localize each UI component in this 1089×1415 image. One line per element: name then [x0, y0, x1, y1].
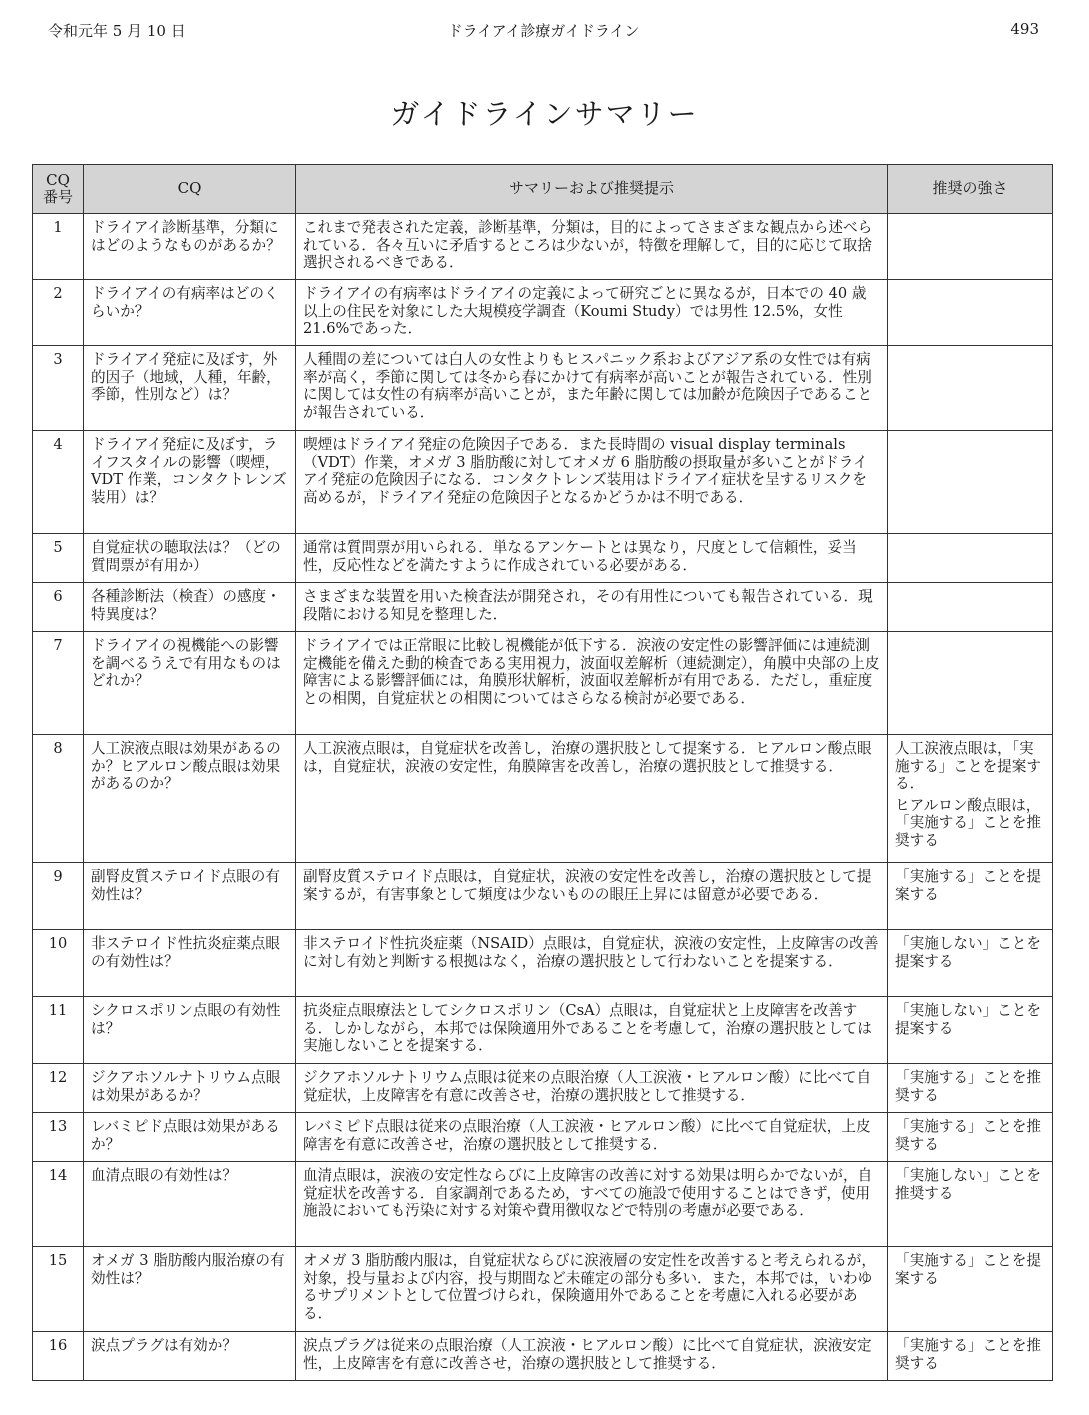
cq-question-cell: ジクアホソルナトリウム点眼は効果があるか？ [84, 1064, 296, 1113]
strength-cell [888, 632, 1053, 735]
cq-number-cell: 15 [33, 1247, 84, 1332]
summary-cell: 人種間の差については白人の女性よりもヒスパニック系およびアジア系の女性では有病率が高く，季節に関しては冬から春にかけて有病率が高いことが報告されている．性別に関しては女性の有病率が高いことが，また年齢に関しては加齢が危険因子であることが報告されている． [296, 346, 888, 431]
cq-question-cell: 自覚症状の聴取法は？（どの質問票が有用か） [84, 534, 296, 583]
cq-number-cell: 4 [33, 431, 84, 534]
strength-cell [888, 346, 1053, 431]
strength-cell [888, 1332, 1053, 1381]
strength-cell [888, 280, 1053, 346]
table-row [33, 280, 1053, 346]
cq-question-cell: 非ステロイド性抗炎症薬点眼の有効性は？ [84, 930, 296, 997]
summary-cell: ドライアイでは正常眼に比較し視機能が低下する．涙液の安定性の影響評価には連続測定機能を備えた動的検査である実用視力，波面収差解析（連続測定），角膜中央部の上皮障害による影響評価には，角膜形状解析，波面収差解析が有用である．ただし，重症度との相関，自覚症状との相関についてはさらなる検討が必要である． [296, 632, 888, 735]
cq-number-cell: 2 [33, 280, 84, 346]
header-date: 令和元年 5 月 10 日 [48, 22, 186, 40]
summary-cell: ドライアイの有病率はドライアイの定義によって研究ごとに異なるが，日本での 40 歳以上の住民を対象にした大規模疫学調査（Koumi Study）では男性 12.5%，女性 21.6%であった． [296, 280, 888, 346]
cq-question-cell: 涙点プラグは有効か？ [84, 1332, 296, 1381]
summary-cell: 通常は質問票が用いられる．単なるアンケートとは異なり，尺度として信頼性，妥当性，反応性などを満たすように作成されている必要がある． [296, 534, 888, 583]
table-row [33, 735, 1053, 863]
header-page-number: 493 [1010, 20, 1039, 38]
summary-cell: 喫煙はドライアイ発症の危険因子である．また長時間の visual display terminals（VDT）作業，オメガ 3 脂肪酸に対してオメガ 6 脂肪酸の摂取量が多いことがドライアイ発症の危険因子になる．コンタクトレンズ装用はドライアイ症状を呈するリスクを高めるが，ドライアイ発症の危険因子となるかどうかは不明である． [296, 431, 888, 534]
strength-cell [888, 214, 1053, 280]
strength-text: 「実施しない」ことを提案する [895, 1002, 1041, 1037]
cq-question-cell: 各種診断法（検査）の感度・特異度は？ [84, 583, 296, 632]
column-header-cq-number: CQ 番号 [33, 165, 84, 214]
table-body [33, 214, 1053, 1381]
cq-number-cell: 5 [33, 534, 84, 583]
strength-text: 「実施する」ことを推奨する [895, 1118, 1041, 1153]
table-row [33, 346, 1053, 431]
table-row [33, 930, 1053, 997]
cq-question-cell: レバミピド点眼は効果があるか？ [84, 1113, 296, 1162]
summary-cell: これまで発表された定義，診断基準，分類は，目的によってさまざまな観点から述べられている．各々互いに矛盾するところは少ないが，特徴を理解して，目的に応じて取捨選択されるべきである． [296, 214, 888, 280]
strength-cell [888, 534, 1053, 583]
strength-text: ヒアルロン酸点眼は，「実施する」ことを推奨する [895, 796, 1041, 849]
header-journal-title: ドライアイ診療ガイドライン [447, 22, 640, 40]
summary-cell: レバミピド点眼は従来の点眼治療（人工涙液・ヒアルロン酸）に比べて自覚症状，上皮障害を有意に改善させ，治療の選択肢として推奨する． [296, 1113, 888, 1162]
strength-cell [888, 997, 1053, 1064]
cq-number-cell: 7 [33, 632, 84, 735]
cq-number-cell: 13 [33, 1113, 84, 1162]
cq-number-cell: 3 [33, 346, 84, 431]
cq-question-cell: 副腎皮質ステロイド点眼の有効性は？ [84, 863, 296, 930]
summary-cell: 副腎皮質ステロイド点眼は，自覚症状，涙液の安定性を改善し，治療の選択肢として提案するが，有害事象として頻度は少ないものの眼圧上昇には留意が必要である． [296, 863, 888, 930]
strength-cell [888, 583, 1053, 632]
cq-question-cell: ドライアイ発症に及ぼす，ライフスタイルの影響（喫煙，VDT 作業，コンタクトレンズ装用）は？ [84, 431, 296, 534]
column-header-summary: サマリーおよび推奨提示 [296, 165, 888, 214]
table-row [33, 214, 1053, 280]
cq-question-cell: 血清点眼の有効性は？ [84, 1162, 296, 1247]
cq-question-cell: 人工涙液点眼は効果があるのか？ヒアルロン酸点眼は効果があるのか？ [84, 735, 296, 863]
column-header-strength: 推奨の強さ [888, 165, 1053, 214]
summary-cell: 涙点プラグは従来の点眼治療（人工涙液・ヒアルロン酸）に比べて自覚症状，涙液安定性，上皮障害を有意に改善させ，治療の選択肢として推奨する． [296, 1332, 888, 1381]
cq-number-cell: 6 [33, 583, 84, 632]
cq-number-cell: 12 [33, 1064, 84, 1113]
strength-cell [888, 1247, 1053, 1332]
table-header-row [33, 165, 1053, 214]
strength-cell [888, 1113, 1053, 1162]
strength-cell [888, 735, 1053, 863]
cq-number-cell: 14 [33, 1162, 84, 1247]
summary-cell: 抗炎症点眼療法としてシクロスポリン（CsA）点眼は，自覚症状と上皮障害を改善する．しかしながら，本邦では保険適用外であることを考慮して，治療の選択肢としては実施しないことを提案する． [296, 997, 888, 1064]
strength-cell [888, 930, 1053, 997]
running-header [48, 20, 1039, 42]
cq-question-cell: オメガ 3 脂肪酸内服治療の有効性は？ [84, 1247, 296, 1332]
strength-text: 「実施する」ことを提案する [895, 868, 1041, 903]
strength-text: 「実施する」ことを提案する [895, 1252, 1041, 1287]
summary-cell: 人工涙液点眼は，自覚症状を改善し，治療の選択肢として提案する．ヒアルロン酸点眼は，自覚症状，涙液の安定性，角膜障害を改善し，治療の選択肢として推奨する． [296, 735, 888, 863]
strength-text: 「実施する」ことを推奨する [895, 1069, 1041, 1104]
page-title: ガイドラインサマリー [390, 97, 699, 131]
strength-cell [888, 1064, 1053, 1113]
table-row [33, 583, 1053, 632]
cq-number-cell: 9 [33, 863, 84, 930]
cq-number-cell: 8 [33, 735, 84, 863]
cq-question-cell: シクロスポリン点眼の有効性は？ [84, 997, 296, 1064]
strength-cell [888, 431, 1053, 534]
table-row [33, 1113, 1053, 1162]
summary-cell: さまざまな装置を用いた検査法が開発され，その有用性についても報告されている．現段階における知見を整理した． [296, 583, 888, 632]
strength-text: 「実施する」ことを推奨する [895, 1337, 1041, 1372]
cq-question-cell: ドライアイの視機能への影響を調べるうえで有用なものはどれか？ [84, 632, 296, 735]
column-header-cq: CQ [84, 165, 296, 214]
cq-number-cell: 16 [33, 1332, 84, 1381]
cq-question-cell: ドライアイ発症に及ぼす，外的因子（地域，人種，年齢，季節，性別など）は？ [84, 346, 296, 431]
summary-cell: 非ステロイド性抗炎症薬（NSAID）点眼は，自覚症状，涙液の安定性，上皮障害の改善に対し有効と判断する根拠はなく，治療の選択肢として行わないことを提案する． [296, 930, 888, 997]
cq-number-cell: 10 [33, 930, 84, 997]
cq-number-cell: 11 [33, 997, 84, 1064]
strength-text: 「実施しない」ことを提案する [895, 935, 1041, 970]
strength-cell [888, 863, 1053, 930]
table-row [33, 1332, 1053, 1381]
table-row [33, 1064, 1053, 1113]
summary-cell: ジクアホソルナトリウム点眼は従来の点眼治療（人工涙液・ヒアルロン酸）に比べて自覚症状，上皮障害を有意に改善させ，治療の選択肢として推奨する． [296, 1064, 888, 1113]
strength-cell [888, 1162, 1053, 1247]
table-row [33, 997, 1053, 1064]
strength-text: 「実施しない」ことを推奨する [895, 1167, 1041, 1202]
table-row [33, 863, 1053, 930]
table-row [33, 1247, 1053, 1332]
cq-number-cell: 1 [33, 214, 84, 280]
guideline-summary-table [32, 164, 1053, 1381]
table-row [33, 632, 1053, 735]
cq-question-cell: ドライアイの有病率はどのくらいか？ [84, 280, 296, 346]
summary-cell: 血清点眼は，涙液の安定性ならびに上皮障害の改善に対する効果は明らかでないが，自覚症状を改善する．自家調剤であるため，すべての施設で使用することはできず，使用施設においても汚染に対する対策や費用徴収などで特別の考慮が必要である． [296, 1162, 888, 1247]
strength-text: 人工涙液点眼は，「実施する」ことを提案する． [895, 740, 1041, 792]
table-row [33, 1162, 1053, 1247]
summary-cell: オメガ 3 脂肪酸内服は，自覚症状ならびに涙液層の安定性を改善すると考えられるが，対象，投与量および内容，投与期間など未確定の部分も多い．また，本邦では，いわゆるサプリメントとして位置づけられ，保険適用外であることを考慮に入れる必要がある． [296, 1247, 888, 1332]
table-row [33, 431, 1053, 534]
table-row [33, 534, 1053, 583]
cq-question-cell: ドライアイ診断基準，分類にはどのようなものがあるか？ [84, 214, 296, 280]
